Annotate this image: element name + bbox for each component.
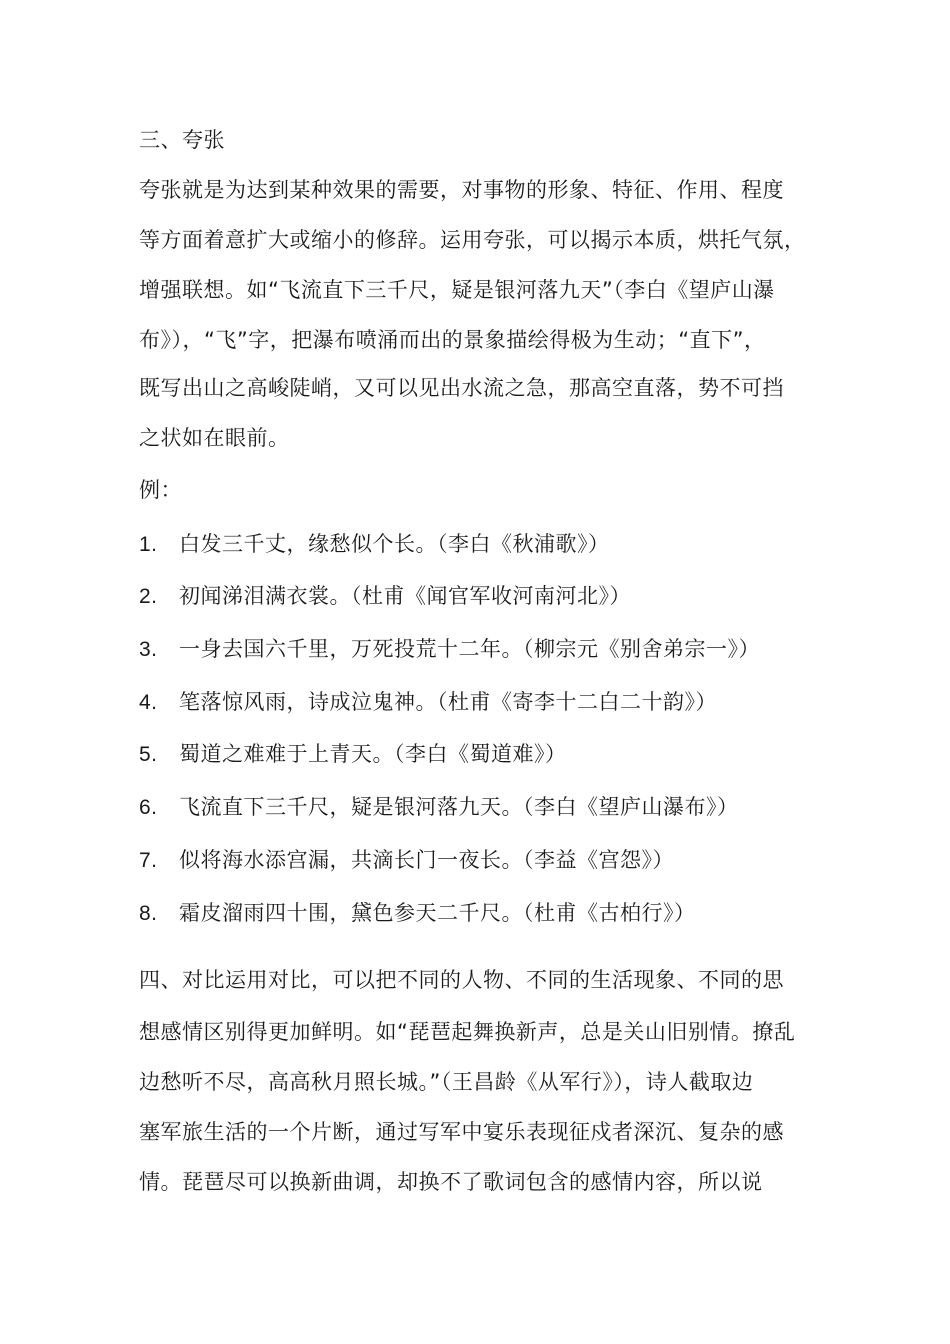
list-item-text: 白发三千丈，缘愁似个长。（李白《秋浦歌》） — [179, 532, 610, 556]
list-item-text: 一身去国六千里，万死投荒十二年。（柳宗元《别舍弟宗一》） — [179, 637, 760, 661]
list-item — [139, 793, 739, 822]
list-item — [139, 740, 567, 769]
paragraph-line: 边愁听不尽，高高秋月照长城。”（王昌龄《从军行》），诗人截取边 — [139, 1070, 754, 1094]
example-label: 例： — [139, 478, 182, 502]
paragraph-line: 夸张就是为达到某种效果的需要，对事物的形象、特征、作用、程度 — [139, 178, 784, 202]
list-item-text: 笔落惊风雨，诗成泣鬼神。（杜甫《寄李十二白二十韵》） — [179, 690, 717, 714]
list-item-text: 霜皮溜雨四十围，黛色参天二千尺。（杜甫《古柏行》） — [179, 901, 696, 925]
list-item-text: 初闻涕泪满衣裳。（杜甫《闻官军收河南河北》） — [179, 584, 631, 608]
list-item-number: 2. — [139, 585, 158, 608]
list-item — [139, 530, 610, 559]
section-heading: 三、夸张 — [139, 128, 225, 152]
list-item-number: 3. — [139, 638, 158, 661]
list-item-number: 4. — [139, 691, 158, 714]
list-item-number: 1. — [139, 533, 158, 556]
list-item-text: 蜀道之难难于上青天。（李白《蜀道难》） — [179, 742, 567, 766]
list-item — [139, 635, 760, 664]
paragraph-line: 等方面着意扩大或缩小的修辞。运用夸张，可以揭示本质，烘托气氛， — [139, 228, 806, 252]
paragraph-line: 四、对比运用对比，可以把不同的人物、不同的生活现象、不同的思 — [139, 968, 784, 992]
paragraph-line: 布》），“飞”字，把瀑布喷涌而出的景象描绘得极为生动；“直下”， — [139, 328, 766, 352]
paragraph-line: 想感情区别得更加鲜明。如“琵琶起舞换新声，总是关山旧别情。撩乱 — [139, 1020, 796, 1044]
list-item — [139, 899, 696, 928]
list-item — [139, 846, 674, 875]
list-item-text: 飞流直下三千尺，疑是银河落九天。（李白《望庐山瀑布》） — [179, 795, 739, 819]
paragraph-line: 增强联想。如“飞流直下三千尺，疑是银河落九天”（李白《望庐山瀑 — [139, 278, 775, 302]
list-item — [139, 688, 717, 717]
list-item-number: 8. — [139, 902, 158, 925]
paragraph-line: 既写出山之高峻陡峭，又可以见出水流之急，那高空直落，势不可挡 — [139, 376, 784, 400]
paragraph-line: 之状如在眼前。 — [139, 426, 290, 450]
list-item-number: 6. — [139, 796, 158, 819]
list-item — [139, 582, 631, 611]
paragraph-line: 塞军旅生活的一个片断，通过写军中宴乐表现征戍者深沉、复杂的感 — [139, 1120, 784, 1144]
paragraph-line: 情。琵琶尽可以换新曲调，却换不了歌词包含的感情内容，所以说 — [139, 1170, 763, 1194]
list-item-number: 7. — [139, 849, 158, 872]
list-item-number: 5. — [139, 743, 158, 766]
list-item-text: 似将海水添宫漏，共滴长门一夜长。（李益《宫怨》） — [179, 848, 674, 872]
